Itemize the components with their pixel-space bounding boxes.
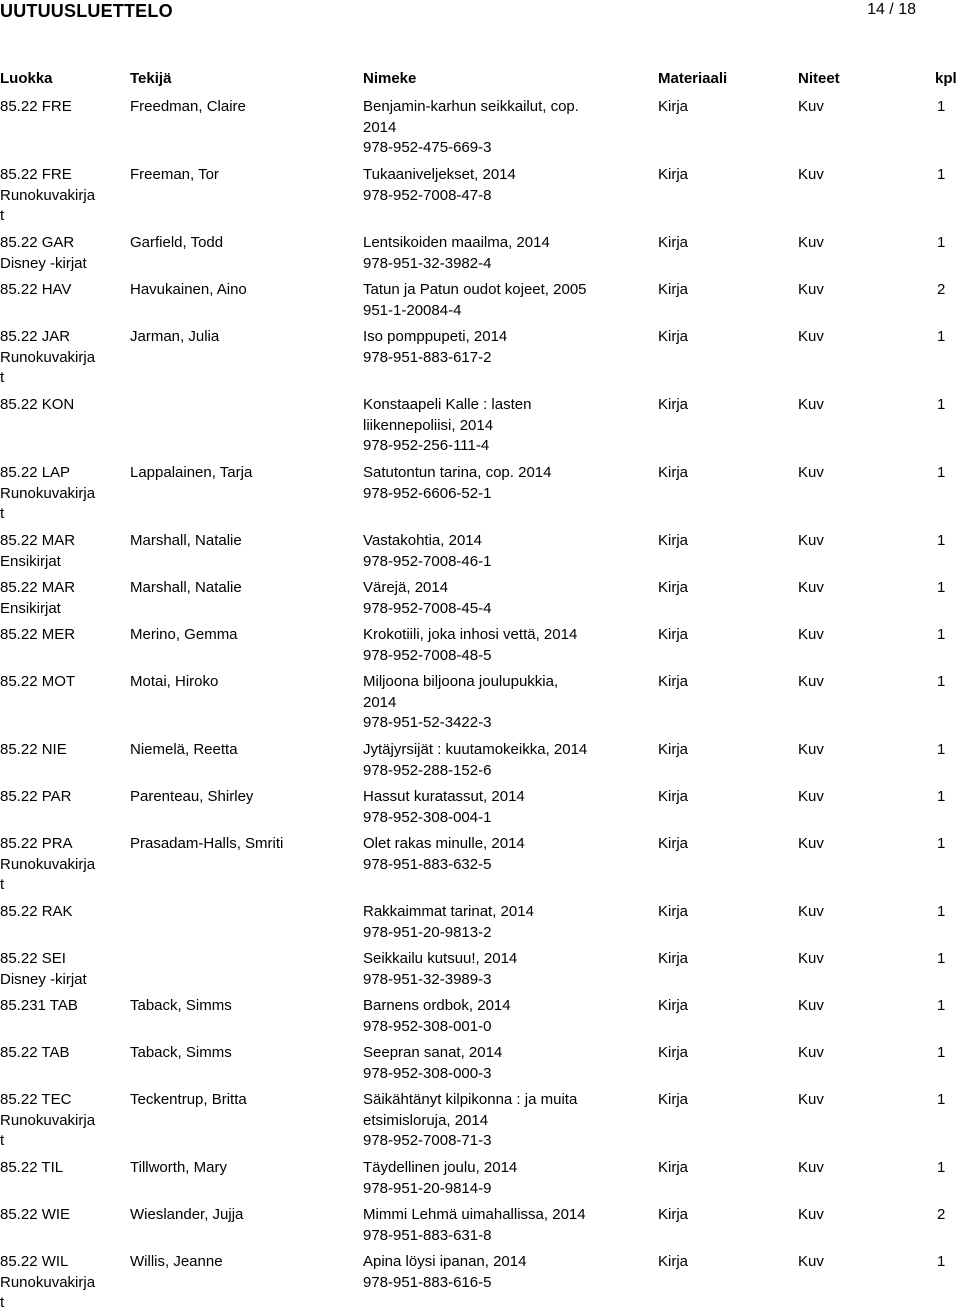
copies-type: Kuv xyxy=(798,626,824,643)
column-header-luokka: Luokka xyxy=(0,70,53,87)
classification-line: 85.22 MAR xyxy=(0,532,76,549)
classification xyxy=(0,740,67,761)
classification-line: 85.231 TAB xyxy=(0,997,78,1014)
title-info-line: Seikkailu kutsuu!, 2014 xyxy=(363,950,518,967)
classification-line: 85.22 PRA xyxy=(0,835,73,852)
author: Motai, Hiroko xyxy=(130,673,219,690)
classification xyxy=(0,327,95,389)
author: Marshall, Natalie xyxy=(130,579,242,596)
author: Taback, Simms xyxy=(130,997,232,1014)
classification xyxy=(0,1090,95,1152)
author: Prasadam-Halls, Smriti xyxy=(130,835,284,852)
title-info-line: Vastakohtia, 2014 xyxy=(363,532,482,549)
author: Tillworth, Mary xyxy=(130,1159,227,1176)
title-info-line: Apina löysi ipanan, 2014 xyxy=(363,1253,527,1270)
material: Kirja xyxy=(658,950,689,967)
title-info xyxy=(363,531,491,572)
title-info-line: 978-952-7008-47-8 xyxy=(363,186,492,204)
material: Kirja xyxy=(658,626,689,643)
title-info-line: 978-952-6606-52-1 xyxy=(363,484,492,502)
title-info-line: 978-952-256-111-4 xyxy=(363,437,490,454)
material: Kirja xyxy=(658,1044,689,1061)
material: Kirja xyxy=(658,673,689,690)
copies-type: Kuv xyxy=(798,98,824,115)
author: Lappalainen, Tarja xyxy=(130,464,253,481)
copies-type: Kuv xyxy=(798,166,824,183)
quantity: 1 xyxy=(937,1253,946,1270)
title-info-line: 978-951-32-3982-4 xyxy=(363,254,492,272)
classification-line: t xyxy=(0,369,5,386)
quantity: 2 xyxy=(937,281,946,298)
page-title: UUTUUSLUETTELO xyxy=(0,1,173,21)
author: Freeman, Tor xyxy=(130,166,219,183)
title-info-line: Rakkaimmat tarinat, 2014 xyxy=(363,903,534,920)
author: Teckentrup, Britta xyxy=(130,1091,247,1108)
title-info-line: Hassut kuratassut, 2014 xyxy=(363,788,525,805)
classification xyxy=(0,1158,63,1179)
classification-line: 85.22 HAV xyxy=(0,281,72,298)
title-info xyxy=(363,834,525,875)
classification-line: Runokuvakirja xyxy=(0,348,96,366)
title-info-line: 978-951-52-3422-3 xyxy=(363,714,492,731)
title-info-line: Tatun ja Patun oudot kojeet, 2005 xyxy=(363,281,587,298)
material: Kirja xyxy=(658,281,689,298)
column-header-nimeke: Nimeke xyxy=(363,70,417,87)
material: Kirja xyxy=(658,903,689,920)
author: Taback, Simms xyxy=(130,1044,232,1061)
classification xyxy=(0,672,75,693)
classification-line: t xyxy=(0,876,5,893)
classification-line: 85.22 LAP xyxy=(0,464,71,481)
title-info xyxy=(363,395,531,457)
author: Jarman, Julia xyxy=(130,328,220,345)
title-info xyxy=(363,280,587,321)
title-info-line: etsimisloruja, 2014 xyxy=(363,1111,489,1129)
material: Kirja xyxy=(658,532,689,549)
quantity: 1 xyxy=(937,328,946,345)
title-info-line: Jytäjyrsijät : kuutamokeikka, 2014 xyxy=(363,741,588,758)
quantity: 1 xyxy=(937,234,946,251)
title-info-line: Satutontun tarina, cop. 2014 xyxy=(363,464,552,481)
title-info-line: Konstaapeli Kalle : lasten xyxy=(363,396,532,413)
classification xyxy=(0,531,75,572)
quantity: 1 xyxy=(937,396,946,413)
quantity: 1 xyxy=(937,579,946,596)
title-info xyxy=(363,1205,586,1246)
classification xyxy=(0,233,87,274)
classification-line: Ensikirjat xyxy=(0,552,61,570)
material: Kirja xyxy=(658,234,689,251)
author: Willis, Jeanne xyxy=(130,1253,223,1270)
classification xyxy=(0,1252,95,1314)
classification-line: 85.22 WIL xyxy=(0,1253,69,1270)
copies-type: Kuv xyxy=(798,579,824,596)
classification-line: Runokuvakirja xyxy=(0,484,96,502)
classification-line: t xyxy=(0,1132,5,1149)
copies-type: Kuv xyxy=(798,835,824,852)
title-info xyxy=(363,625,577,666)
title-info-line: 978-952-7008-45-4 xyxy=(363,599,492,617)
copies-type: Kuv xyxy=(798,950,824,967)
author: Garfield, Todd xyxy=(130,234,224,251)
material: Kirja xyxy=(658,328,689,345)
page-number: 14 / 18 xyxy=(867,1,916,18)
author: Freedman, Claire xyxy=(130,98,246,115)
author: Havukainen, Aino xyxy=(130,281,247,298)
copies-type: Kuv xyxy=(798,1044,824,1061)
classification-line: Runokuvakirja xyxy=(0,186,96,204)
material: Kirja xyxy=(658,579,689,596)
copies-type: Kuv xyxy=(798,997,824,1014)
title-info-line: Krokotiili, joka inhosi vettä, 2014 xyxy=(363,626,578,643)
classification-line: 85.22 FRE xyxy=(0,166,72,183)
title-info-line: Värejä, 2014 xyxy=(363,579,449,596)
quantity: 1 xyxy=(937,626,946,643)
quantity: 1 xyxy=(937,903,946,920)
title-info-line: 978-951-32-3989-3 xyxy=(363,970,492,988)
column-header-tekija: Tekijä xyxy=(130,70,172,87)
classification xyxy=(0,463,95,525)
quantity: 1 xyxy=(937,788,946,805)
classification-line: 85.22 NIE xyxy=(0,741,67,758)
copies-type: Kuv xyxy=(798,1206,824,1223)
classification xyxy=(0,787,71,808)
title-info xyxy=(363,578,491,619)
classification-line: t xyxy=(0,207,5,224)
column-header-niteet: Niteet xyxy=(798,70,840,87)
author: Merino, Gemma xyxy=(130,626,238,643)
title-info xyxy=(363,949,517,990)
author: Wieslander, Jujja xyxy=(130,1206,244,1223)
quantity: 1 xyxy=(937,464,946,481)
title-info-line: 2014 xyxy=(363,118,397,136)
title-info-line: 978-951-20-9813-2 xyxy=(363,923,492,941)
title-info-line: 978-952-288-152-6 xyxy=(363,761,492,779)
title-info xyxy=(363,233,550,274)
copies-type: Kuv xyxy=(798,673,824,690)
classification xyxy=(0,578,75,619)
quantity: 1 xyxy=(937,1159,946,1176)
title-info-line: Seepran sanat, 2014 xyxy=(363,1044,503,1061)
title-info-line: 978-952-308-004-1 xyxy=(363,808,492,826)
title-info-line: 978-951-20-9814-9 xyxy=(363,1179,492,1197)
title-info-line: Säikähtänyt kilpikonna : ja muita xyxy=(363,1091,578,1108)
copies-type: Kuv xyxy=(798,1091,824,1108)
classification-line: 85.22 SEI xyxy=(0,950,66,967)
classification-line: 85.22 WIE xyxy=(0,1206,71,1223)
copies-type: Kuv xyxy=(798,281,824,298)
classification-line: 85.22 GAR xyxy=(0,234,75,251)
title-info-line: Miljoona biljoona joulupukkia, xyxy=(363,673,559,690)
classification-line: Disney -kirjat xyxy=(0,254,87,272)
classification-line: 85.22 RAK xyxy=(0,903,73,920)
title-info-line: liikennepoliisi, 2014 xyxy=(363,416,494,434)
classification-line: 85.22 TAB xyxy=(0,1044,70,1061)
copies-type: Kuv xyxy=(798,464,824,481)
classification xyxy=(0,996,78,1017)
classification xyxy=(0,949,87,990)
copies-type: Kuv xyxy=(798,1253,824,1270)
copies-type: Kuv xyxy=(798,396,824,413)
material: Kirja xyxy=(658,1091,689,1108)
title-info xyxy=(363,165,516,206)
classification-line: Runokuvakirja xyxy=(0,1273,96,1291)
title-info xyxy=(363,1090,577,1152)
copies-type: Kuv xyxy=(798,903,824,920)
classification-line: 85.22 FRE xyxy=(0,98,72,115)
title-info-line: Benjamin-karhun seikkailut, cop. xyxy=(363,98,579,115)
author: Parenteau, Shirley xyxy=(130,788,254,805)
title-info-line: 978-951-883-616-5 xyxy=(363,1273,492,1291)
quantity: 1 xyxy=(937,1044,946,1061)
classification-line: Disney -kirjat xyxy=(0,970,87,988)
classification-line: Runokuvakirja xyxy=(0,1111,96,1129)
material: Kirja xyxy=(658,788,689,805)
title-info-line: 951-1-20084-4 xyxy=(363,301,462,319)
copies-type: Kuv xyxy=(798,532,824,549)
classification-line: 85.22 PAR xyxy=(0,788,72,805)
title-info-line: 978-952-7008-71-3 xyxy=(363,1132,492,1149)
title-info-line: 978-952-475-669-3 xyxy=(363,139,492,156)
classification-line: 85.22 MER xyxy=(0,626,76,643)
title-info xyxy=(363,1252,526,1293)
column-header-kpl: kpl xyxy=(935,70,957,87)
title-info xyxy=(363,327,507,368)
material: Kirja xyxy=(658,464,689,481)
material: Kirja xyxy=(658,1253,689,1270)
material: Kirja xyxy=(658,396,689,413)
title-info-line: 2014 xyxy=(363,693,397,711)
title-info xyxy=(363,1043,502,1084)
material: Kirja xyxy=(658,997,689,1014)
copies-type: Kuv xyxy=(798,741,824,758)
quantity: 1 xyxy=(937,673,946,690)
material: Kirja xyxy=(658,1159,689,1176)
quantity: 1 xyxy=(937,98,946,115)
title-info-line: Mimmi Lehmä uimahallissa, 2014 xyxy=(363,1206,586,1223)
title-info-line: 978-952-308-001-0 xyxy=(363,1017,492,1035)
classification-line: 85.22 TEC xyxy=(0,1091,72,1108)
title-info xyxy=(363,672,558,734)
title-info-line: Lentsikoiden maailma, 2014 xyxy=(363,234,550,251)
classification-line: 85.22 JAR xyxy=(0,328,71,345)
material: Kirja xyxy=(658,166,689,183)
title-info xyxy=(363,463,551,504)
copies-type: Kuv xyxy=(798,788,824,805)
quantity: 1 xyxy=(937,532,946,549)
column-header-materiaali: Materiaali xyxy=(658,70,728,87)
classification-line: Ensikirjat xyxy=(0,599,61,617)
classification xyxy=(0,834,95,896)
quantity: 2 xyxy=(937,1206,946,1223)
quantity: 1 xyxy=(937,997,946,1014)
classification xyxy=(0,395,74,416)
classification-line: 85.22 KON xyxy=(0,396,75,413)
material: Kirja xyxy=(658,835,689,852)
title-info xyxy=(363,1158,517,1199)
classification xyxy=(0,97,72,118)
title-info-line: Iso pomppupeti, 2014 xyxy=(363,328,508,345)
title-info xyxy=(363,787,525,828)
title-info xyxy=(363,996,511,1037)
title-info-line: 978-952-7008-48-5 xyxy=(363,646,492,664)
title-info-line: Tukaaniveljekset, 2014 xyxy=(363,166,516,183)
quantity: 1 xyxy=(937,835,946,852)
title-info-line: 978-951-883-632-5 xyxy=(363,855,492,873)
title-info-line: Barnens ordbok, 2014 xyxy=(363,997,511,1014)
title-info-line: Olet rakas minulle, 2014 xyxy=(363,835,525,852)
classification-line: t xyxy=(0,505,5,522)
classification xyxy=(0,165,95,227)
classification xyxy=(0,1043,70,1064)
classification-line: t xyxy=(0,1294,5,1311)
copies-type: Kuv xyxy=(798,1159,824,1176)
author: Niemelä, Reetta xyxy=(130,741,238,758)
title-info-line: 978-951-883-617-2 xyxy=(363,348,492,366)
classification-line: 85.22 MAR xyxy=(0,579,76,596)
quantity: 1 xyxy=(937,1091,946,1108)
classification-line: Runokuvakirja xyxy=(0,855,96,873)
title-info-line: 978-952-7008-46-1 xyxy=(363,552,492,570)
material: Kirja xyxy=(658,98,689,115)
classification xyxy=(0,625,75,646)
author: Marshall, Natalie xyxy=(130,532,242,549)
classification xyxy=(0,902,73,923)
title-info xyxy=(363,740,587,781)
quantity: 1 xyxy=(937,741,946,758)
title-info-line: Täydellinen joulu, 2014 xyxy=(363,1159,518,1176)
copies-type: Kuv xyxy=(798,328,824,345)
material: Kirja xyxy=(658,1206,689,1223)
title-info-line: 978-952-308-000-3 xyxy=(363,1064,492,1082)
title-info-line: 978-951-883-631-8 xyxy=(363,1226,492,1244)
classification-line: 85.22 TIL xyxy=(0,1159,64,1176)
quantity: 1 xyxy=(937,950,946,967)
material: Kirja xyxy=(658,741,689,758)
classification xyxy=(0,1205,70,1226)
classification-line: 85.22 MOT xyxy=(0,673,76,690)
classification xyxy=(0,280,71,301)
title-info xyxy=(363,902,534,943)
title-info xyxy=(363,97,579,159)
quantity: 1 xyxy=(937,166,946,183)
copies-type: Kuv xyxy=(798,234,824,251)
